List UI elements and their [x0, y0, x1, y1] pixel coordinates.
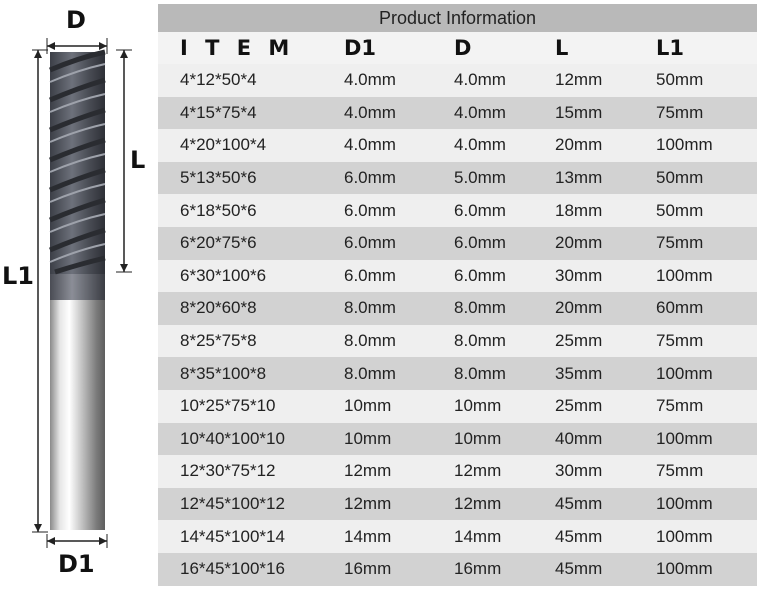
cell-l: 20mm [555, 233, 603, 253]
cell-d: 10mm [454, 396, 502, 416]
cell-l1: 100mm [656, 559, 713, 579]
cell-l: 15mm [555, 102, 603, 122]
cell-d1: 8.0mm [344, 331, 396, 351]
cell-l: 13mm [555, 168, 603, 188]
header-d1: D1 [344, 36, 377, 60]
table-row [158, 260, 757, 293]
header-item: I T E M [180, 36, 295, 60]
table-row [158, 97, 757, 130]
cell-item: 4*12*50*4 [180, 70, 257, 90]
table-row [158, 357, 757, 390]
table-header-row [158, 32, 757, 64]
table-row [158, 553, 757, 586]
cell-l: 30mm [555, 461, 603, 481]
cell-l1: 100mm [656, 135, 713, 155]
cell-l1: 75mm [656, 331, 704, 351]
table-row [158, 162, 757, 195]
cell-d: 8.0mm [454, 331, 506, 351]
cell-l1: 75mm [656, 233, 704, 253]
cell-l1: 75mm [656, 396, 704, 416]
cell-l: 45mm [555, 559, 603, 579]
cell-item: 6*30*100*6 [180, 265, 267, 285]
cell-l: 40mm [555, 428, 603, 448]
cell-d: 8.0mm [454, 298, 506, 318]
header-d: D [454, 36, 472, 60]
table-title: Product Information [158, 4, 757, 32]
cell-item: 6*20*75*6 [180, 233, 257, 253]
cell-l1: 100mm [656, 363, 713, 383]
cell-d: 4.0mm [454, 102, 506, 122]
cell-l: 30mm [555, 265, 603, 285]
cell-d1: 4.0mm [344, 135, 396, 155]
cell-d1: 10mm [344, 428, 392, 448]
cell-l1: 100mm [656, 526, 713, 546]
cell-d: 4.0mm [454, 135, 506, 155]
cell-d: 14mm [454, 526, 502, 546]
cell-d1: 8.0mm [344, 298, 396, 318]
cell-d: 12mm [454, 461, 502, 481]
cell-l1: 100mm [656, 265, 713, 285]
cell-item: 14*45*100*14 [180, 526, 285, 546]
cell-item: 12*30*75*12 [180, 461, 276, 481]
cell-l1: 75mm [656, 461, 704, 481]
cell-l1: 50mm [656, 70, 704, 90]
end-mill-diagram [0, 0, 150, 587]
cell-l: 18mm [555, 200, 603, 220]
cell-l: 12mm [555, 70, 603, 90]
cell-d1: 4.0mm [344, 70, 396, 90]
cell-item: 4*15*75*4 [180, 102, 257, 122]
label-l: L [130, 146, 146, 174]
table-row [158, 325, 757, 358]
shank [50, 298, 105, 530]
label-l1: L1 [2, 262, 34, 290]
table-row [158, 488, 757, 521]
cell-l: 25mm [555, 331, 603, 351]
cell-l1: 75mm [656, 102, 704, 122]
cell-d1: 6.0mm [344, 265, 396, 285]
end-mill-illustration [0, 0, 150, 587]
cell-item: 6*18*50*6 [180, 200, 257, 220]
cell-d: 4.0mm [454, 70, 506, 90]
cell-l: 25mm [555, 396, 603, 416]
cell-item: 8*20*60*8 [180, 298, 257, 318]
cell-l: 20mm [555, 135, 603, 155]
cell-d: 10mm [454, 428, 502, 448]
cell-item: 12*45*100*12 [180, 494, 285, 514]
table-body [158, 64, 757, 586]
cell-l: 35mm [555, 363, 603, 383]
cell-item: 10*40*100*10 [180, 428, 285, 448]
dimension-l1 [32, 50, 48, 532]
cell-l1: 50mm [656, 168, 704, 188]
cell-item: 10*25*75*10 [180, 396, 276, 416]
cell-d1: 10mm [344, 396, 392, 416]
neck [50, 272, 105, 300]
table-row [158, 194, 757, 227]
table-row [158, 64, 757, 97]
cell-d: 16mm [454, 559, 502, 579]
table-row [158, 520, 757, 553]
table-row [158, 292, 757, 325]
cell-l1: 50mm [656, 200, 704, 220]
label-d1: D1 [58, 550, 95, 578]
cell-l: 45mm [555, 494, 603, 514]
cell-d1: 6.0mm [344, 168, 396, 188]
table-row [158, 423, 757, 456]
cell-d1: 14mm [344, 526, 392, 546]
cell-item: 8*35*100*8 [180, 363, 267, 383]
cell-item: 4*20*100*4 [180, 135, 267, 155]
header-l: L [555, 36, 569, 60]
cell-d: 6.0mm [454, 233, 506, 253]
cell-d1: 4.0mm [344, 102, 396, 122]
cell-l: 20mm [555, 298, 603, 318]
cell-d: 6.0mm [454, 200, 506, 220]
cell-item: 16*45*100*16 [180, 559, 285, 579]
cell-l1: 100mm [656, 494, 713, 514]
cell-item: 5*13*50*6 [180, 168, 257, 188]
cell-l1: 60mm [656, 298, 704, 318]
dimension-d1 [47, 534, 107, 548]
cell-d1: 12mm [344, 494, 392, 514]
cell-d: 12mm [454, 494, 502, 514]
cell-d1: 8.0mm [344, 363, 396, 383]
label-d: D [66, 6, 86, 34]
table-row [158, 455, 757, 488]
table-row [158, 129, 757, 162]
table-row [158, 227, 757, 260]
product-information-table [158, 4, 757, 586]
cell-d1: 12mm [344, 461, 392, 481]
cell-d1: 6.0mm [344, 200, 396, 220]
cell-l1: 100mm [656, 428, 713, 448]
cell-d: 6.0mm [454, 265, 506, 285]
header-l1: L1 [656, 36, 684, 60]
cell-d1: 6.0mm [344, 233, 396, 253]
cell-d1: 16mm [344, 559, 392, 579]
cell-d: 8.0mm [454, 363, 506, 383]
table-row [158, 390, 757, 423]
cell-l: 45mm [555, 526, 603, 546]
cell-item: 8*25*75*8 [180, 331, 257, 351]
cell-d: 5.0mm [454, 168, 506, 188]
